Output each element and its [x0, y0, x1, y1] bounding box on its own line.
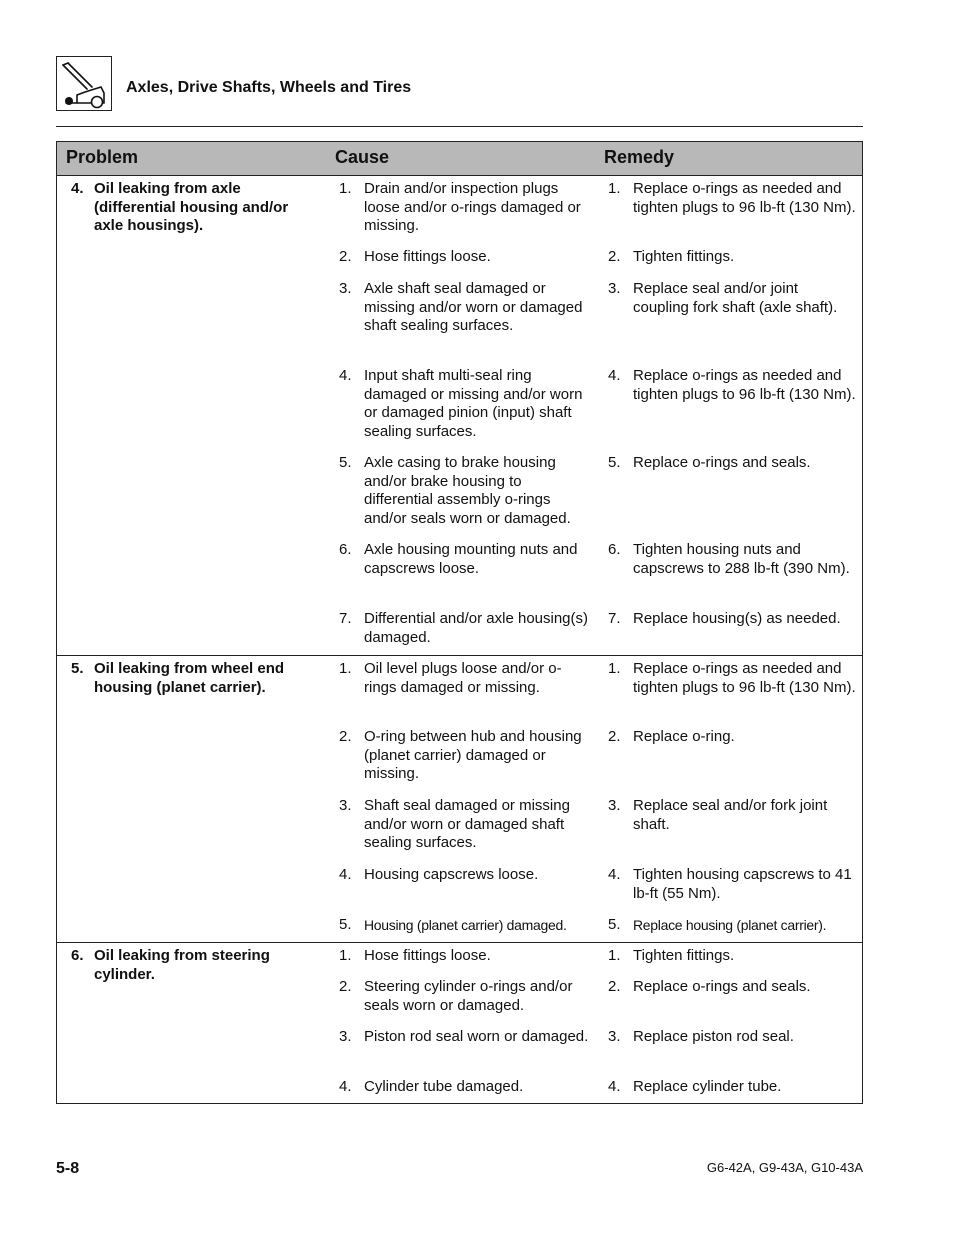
cause-number: 1.	[339, 660, 352, 677]
remedy-number: 2.	[608, 248, 621, 265]
cause-text: O-ring between hub and housing (planet carrier) damaged or missing.	[364, 728, 582, 783]
cause-text: Hose fittings loose.	[364, 248, 491, 265]
cause-number: 7.	[339, 610, 352, 627]
remedy-text: Replace o-rings as needed and tighten plugs to 96 lb-ft (130 Nm).	[633, 367, 856, 403]
table-header-row	[57, 142, 862, 176]
remedy-number: 2.	[608, 978, 621, 995]
remedy-number: 1.	[608, 947, 621, 964]
cause-number: 2.	[339, 248, 352, 265]
cause-text: Hose fittings loose.	[364, 947, 491, 964]
column-header-problem: Problem	[66, 147, 139, 167]
page-number: 5-8	[56, 1160, 80, 1177]
remedy-number: 6.	[608, 541, 621, 558]
remedy-text: Replace o-rings as needed and tighten plugs to 96 lb-ft (130 Nm).	[633, 660, 856, 696]
cause-number: 3.	[339, 280, 352, 297]
remedy-number: 3.	[608, 797, 621, 814]
cause-number: 5.	[339, 916, 352, 933]
remedy-text: Replace o-ring.	[633, 728, 735, 745]
remedy-number: 4.	[608, 1078, 621, 1095]
cause-number: 3.	[339, 797, 352, 814]
column-header-cause: Cause	[335, 147, 390, 167]
remedy-text: Replace housing(s) as needed.	[633, 610, 841, 627]
page-section-title: Axles, Drive Shafts, Wheels and Tires	[126, 79, 412, 96]
cause-number: 4.	[339, 367, 352, 384]
remedy-number: 3.	[608, 1028, 621, 1045]
cause-number: 3.	[339, 1028, 352, 1045]
cause-text: Drain and/or inspection plugs loose and/or o-rings damaged or missing.	[364, 180, 581, 235]
column-header-remedy: Remedy	[604, 147, 675, 167]
table-row-group-problem-6	[57, 942, 862, 1103]
problem-number: 5.	[71, 660, 84, 677]
cause-text: Shaft seal damaged or missing and/or worn or damaged shaft sealing surfaces.	[364, 797, 570, 852]
model-numbers: G6-42A, G9-43A, G10-43A	[706, 1160, 863, 1175]
remedy-number: 3.	[608, 280, 621, 297]
remedy-number: 1.	[608, 660, 621, 677]
cause-text: Steering cylinder o-rings and/or seals worn or damaged.	[364, 978, 573, 1014]
cause-text: Housing (planet carrier) damaged.	[364, 917, 567, 933]
cause-number: 5.	[339, 454, 352, 471]
remedy-number: 5.	[608, 454, 621, 471]
remedy-text: Tighten fittings.	[633, 248, 735, 265]
problem-text: Oil leaking from wheel end housing (planet carrier).	[94, 660, 285, 696]
remedy-number: 7.	[608, 610, 621, 627]
remedy-number: 4.	[608, 866, 621, 883]
problem-number: 6.	[71, 947, 84, 964]
remedy-number: 2.	[608, 728, 621, 745]
remedy-number: 5.	[608, 916, 621, 933]
cause-text: Cylinder tube damaged.	[364, 1078, 524, 1095]
troubleshooting-table	[56, 141, 863, 1104]
cause-text: Input shaft multi-seal ring damaged or missing and/or worn or damaged pinion (input) shaft sealing surfaces.	[364, 367, 583, 441]
problem-text: Oil leaking from axle (differential housing and/or axle housings).	[94, 180, 289, 234]
remedy-text: Replace o-rings as needed and tighten plugs to 96 lb-ft (130 Nm).	[633, 180, 856, 216]
remedy-number: 1.	[608, 180, 621, 197]
remedy-text: Tighten fittings.	[633, 947, 735, 964]
remedy-text: Replace seal and/or fork joint shaft.	[633, 797, 828, 833]
cause-number: 1.	[339, 180, 352, 197]
remedy-number: 4.	[608, 367, 621, 384]
cause-text: Axle shaft seal damaged or missing and/or worn or damaged shaft sealing surfaces.	[364, 280, 583, 335]
cause-number: 4.	[339, 866, 352, 883]
cause-number: 2.	[339, 728, 352, 745]
remedy-text: Replace seal and/or joint coupling fork shaft (axle shaft).	[633, 280, 838, 316]
cause-text: Axle housing mounting nuts and capscrews loose.	[364, 541, 578, 577]
remedy-text: Replace piston rod seal.	[633, 1028, 794, 1045]
table-row-group-problem-5	[57, 655, 862, 942]
cause-text: Oil level plugs loose and/or o-rings damaged or missing.	[364, 660, 562, 696]
table-row-group-problem-4	[57, 176, 862, 655]
remedy-text: Tighten housing nuts and capscrews to 288 lb-ft (390 Nm).	[633, 541, 850, 577]
cause-number: 2.	[339, 978, 352, 995]
cause-text: Piston rod seal worn or damaged.	[364, 1028, 589, 1045]
cause-text: Differential and/or axle housing(s) damaged.	[364, 610, 589, 646]
remedy-text: Tighten housing capscrews to 41 lb-ft (55 Nm).	[633, 866, 852, 902]
remedy-text: Replace housing (planet carrier).	[633, 917, 827, 933]
header-divider	[56, 126, 863, 127]
remedy-text: Replace cylinder tube.	[633, 1078, 782, 1095]
remedy-text: Replace o-rings and seals.	[633, 978, 811, 995]
lift-truck-icon	[56, 56, 112, 111]
cause-number: 4.	[339, 1078, 352, 1095]
problem-number: 4.	[71, 180, 84, 197]
cause-text: Housing capscrews loose.	[364, 866, 539, 883]
cause-number: 1.	[339, 947, 352, 964]
cause-text: Axle casing to brake housing and/or brake housing to differential assembly o-rings and/or seals worn or damaged.	[364, 454, 571, 528]
remedy-text: Replace o-rings and seals.	[633, 454, 811, 471]
cause-number: 6.	[339, 541, 352, 558]
problem-text: Oil leaking from steering cylinder.	[94, 947, 270, 983]
